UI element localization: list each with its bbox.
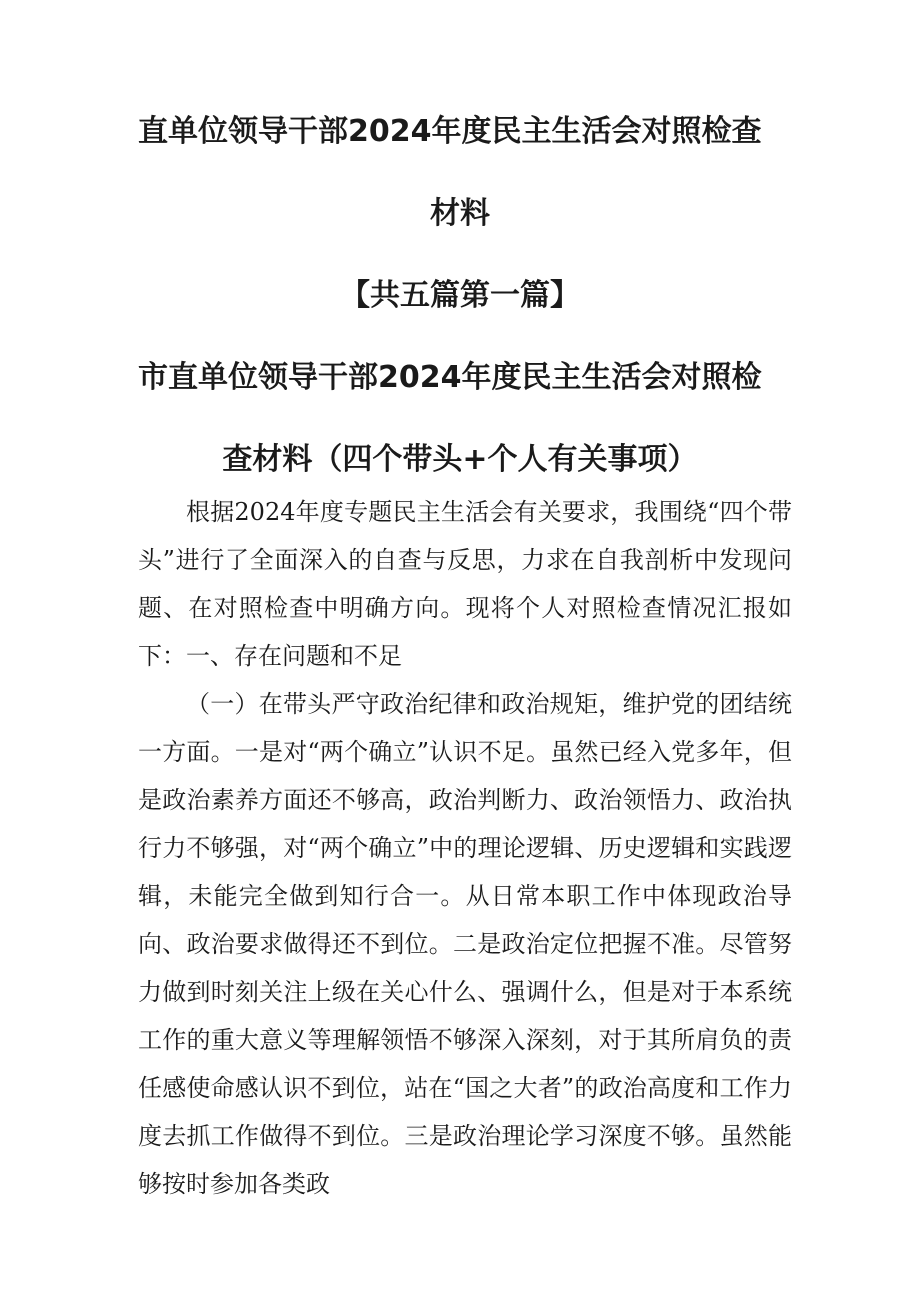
document-title-line-2: 材料	[430, 196, 490, 231]
subtitle-line-1: 市直单位领导干部2024年度民主生活会对照检	[138, 360, 762, 395]
intro-paragraph: 根据2024年度专题民主生活会有关要求，我围绕“四个带头”进行了全面深入的自查与反思，力求在自我剖析中发现问题、在对照检查中明确方向。现将个人对照检查情况汇报如下：	[138, 498, 792, 670]
subtitle-line-2: 查材料（四个带头+个人有关事项）	[222, 442, 698, 477]
body-paragraph: （一）在带头严守政治纪律和政治规矩，维护党的团结统一方面。一是对“两个确立”认识不足。虽然已经入党多年，但是政治素养方面还不够高，政治判断力、政治领悟力、政治执行力不够强，对“两个确立”中的理论逻辑、历史逻辑和实践逻辑，未能完全做到知行合一。从日常本职工作中体现政治导向、政治要求做得还不到位。二是政治定位把握不准。尽管努力做到时刻关注上级在关心什么、强调什么，但是对于本系统工作的重大意义等理解领悟不够深入深刻，对于其所肩负的责任感使命感认识不到位，站在“国之大者”的政治高度和工作力度去抓工作做得不到位。三是政治理论学习深度不够。虽然能够按时参加各类政	[138, 690, 792, 1198]
section-heading: 一、存在问题和不足	[186, 642, 402, 670]
series-note: 【共五篇第一篇】	[340, 278, 580, 313]
document-title-line-1: 直单位领导干部2024年度民主生活会对照检查	[138, 114, 762, 149]
